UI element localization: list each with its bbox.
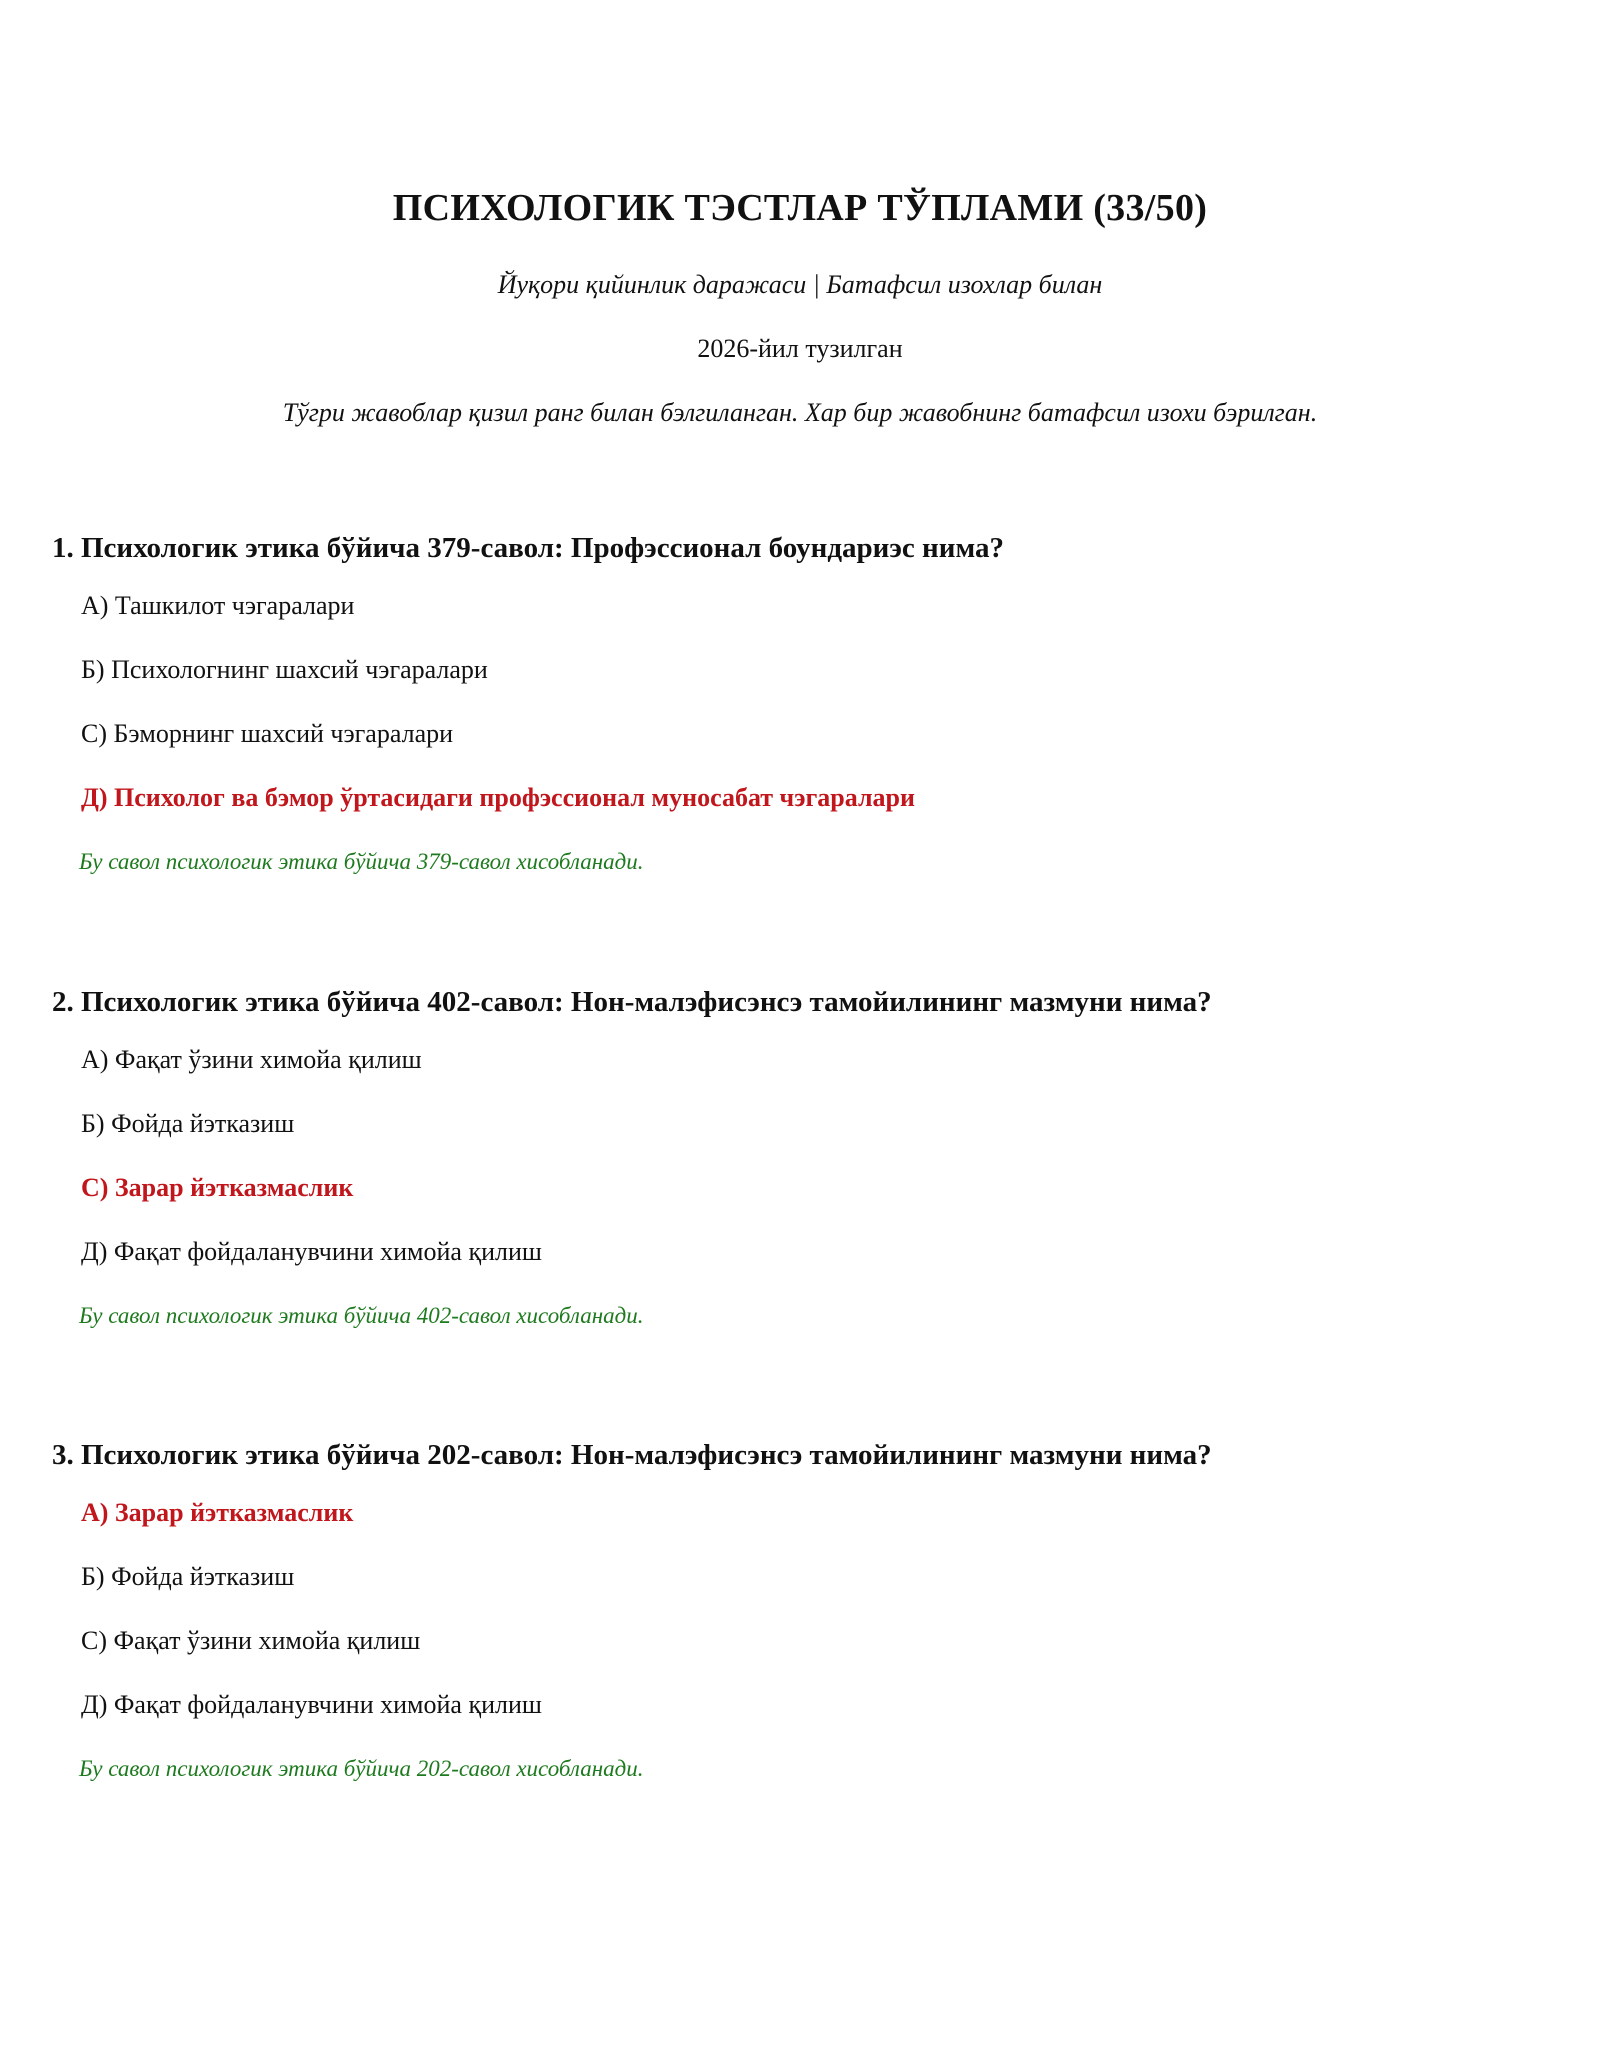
options-list: [52, 1495, 1552, 1751]
explanation-text: Бу савол психологик этика бўйича 379-савол хисобланади.: [79, 849, 644, 874]
options-list: [52, 1042, 1552, 1298]
explanation-text: Бу савол психологик этика бўйича 402-савол хисобланади.: [79, 1303, 644, 1328]
document-note: Тўгри жавоблар қизил ранг билан бэлгиланган. Хар бир жавобнинг батафсил изохи бэрилган.: [282, 398, 1318, 427]
options-list: [52, 588, 1552, 844]
document-subtitle: Йуқори қийинлик даражаси | Батафсил изохлар билан: [497, 270, 1103, 299]
option-d: Д) Фақат фойдаланувчини химойа қилиш: [81, 1690, 542, 1719]
question-block-1: [52, 524, 1552, 880]
document-year: 2026-йил тузилган: [697, 334, 903, 363]
question-text: 2. Психологик этика бўйича 402-савол: Нон-малэфисэнсэ тамойилининг мазмуни нима?: [52, 986, 1212, 1018]
question-text: 3. Психологик этика бўйича 202-савол: Нон-малэфисэнсэ тамойилининг мазмуни нима?: [52, 1439, 1212, 1471]
question-block-2: [52, 978, 1552, 1334]
option-b: Б) Психологнинг шахсий чэгаралари: [81, 655, 488, 684]
option-b: Б) Фойда йэтказиш: [81, 1562, 295, 1591]
option-d: Д) Фақат фойдаланувчини химойа қилиш: [81, 1237, 542, 1266]
question-block-3: [52, 1431, 1552, 1787]
option-c: C) Бэморнинг шахсий чэгаралари: [81, 719, 454, 748]
option-a-correct: A) Зарар йэтказмаслик: [81, 1498, 354, 1527]
option-a: A) Фақат ўзини химойа қилиш: [81, 1045, 422, 1074]
question-text: 1. Психологик этика бўйича 379-савол: Профэссионал боундариэс нима?: [52, 532, 1005, 564]
option-c-correct: C) Зарар йэтказмаслик: [81, 1173, 354, 1202]
option-c: C) Фақат ўзини химойа қилиш: [81, 1626, 421, 1655]
explanation-text: Бу савол психологик этика бўйича 202-савол хисобланади.: [79, 1756, 644, 1781]
option-b: Б) Фойда йэтказиш: [81, 1109, 295, 1138]
option-a: A) Ташкилот чэгаралари: [81, 591, 355, 620]
option-d-correct: Д) Психолог ва бэмор ўртасидаги профэссионал муносабат чэгаралари: [81, 783, 915, 812]
document-title: ПСИХОЛОГИК ТЭСТЛАР ТЎПЛАМИ (33/50): [392, 187, 1208, 229]
